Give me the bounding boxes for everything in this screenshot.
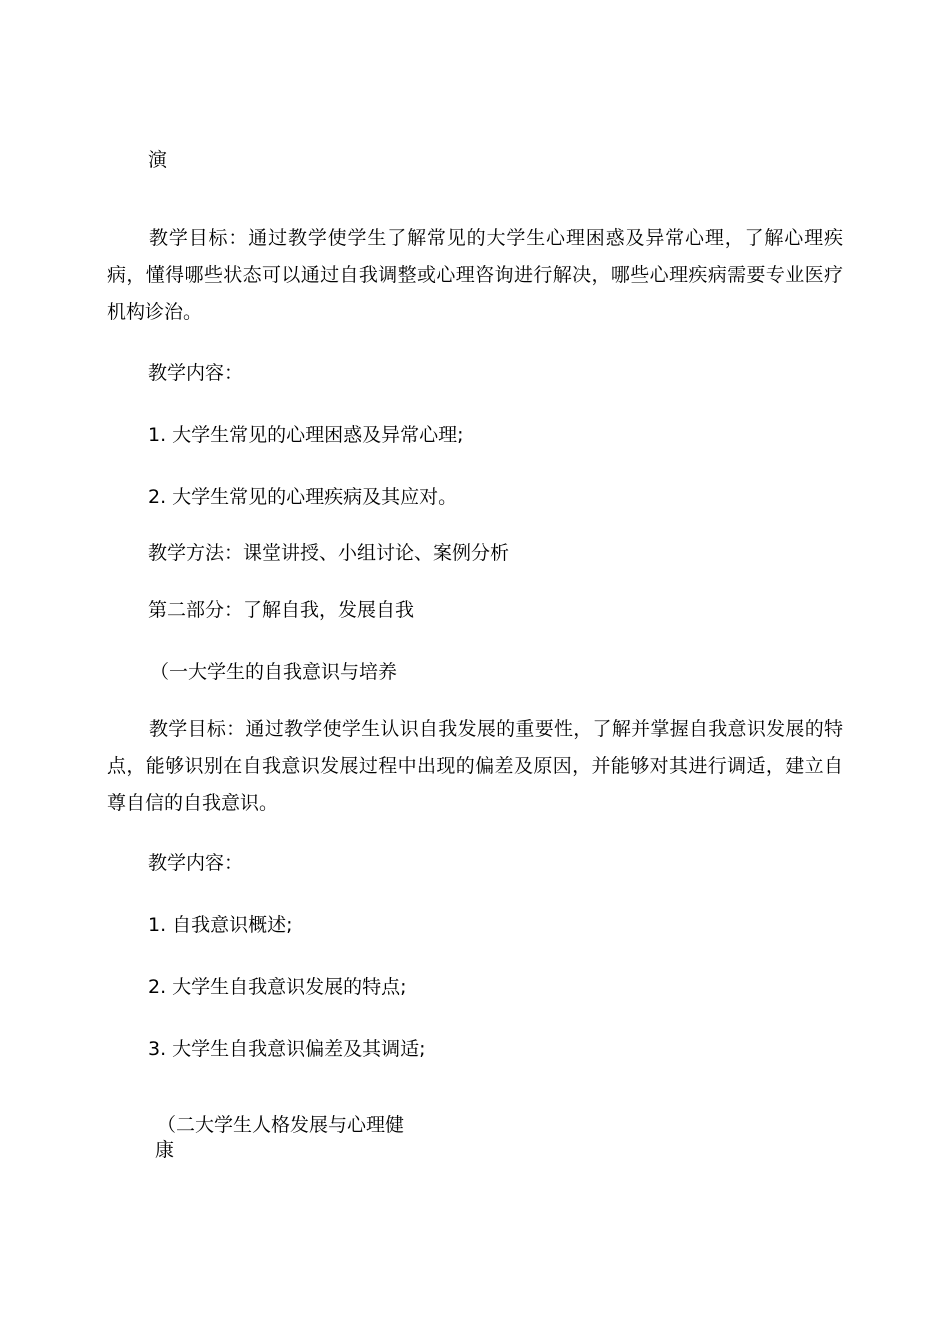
text-fragment-top: 演 [148,149,168,171]
section1-objective: 教学目标：通过教学使学生了解常见的大学生心理困惑及异常心理，了解心理疾病，懂得哪些状态可以通过自我调整或心理咨询进行解决，哪些心理疾病需要专业医疗机构诊治。 [107,227,843,323]
section1-content-label: 教学内容： [148,362,244,384]
subsection2-heading-line1: （二大学生人格发展与心理健 [157,1114,405,1136]
subsection1-item-2: 2. 大学生自我意识发展的特点; [148,976,407,998]
section1-method: 教学方法：课堂讲授、小组讨论、案例分析 [148,542,510,564]
section1-item-2: 2. 大学生常见的心理疾病及其应对。 [148,486,458,508]
section1-item-1: 1. 大学生常见的心理困惑及异常心理; [148,424,464,446]
subsection1-item-1: 1. 自我意识概述; [148,914,293,936]
subsection2-heading-line2: 康 [155,1139,175,1161]
subsection1-heading: （一大学生的自我意识与培养 [150,661,398,683]
subsection1-content-label: 教学内容： [148,852,244,874]
subsection1-item-3: 3. 大学生自我意识偏差及其调适; [148,1038,426,1060]
subsection1-objective: 教学目标：通过教学使学生认识自我发展的重要性，了解并掌握自我意识发展的特点，能够识别在自我意识发展过程中出现的偏差及原因，并能够对其进行调适，建立自尊自信的自我意识。 [107,718,843,814]
part2-heading: 第二部分：了解自我，发展自我 [148,599,415,621]
